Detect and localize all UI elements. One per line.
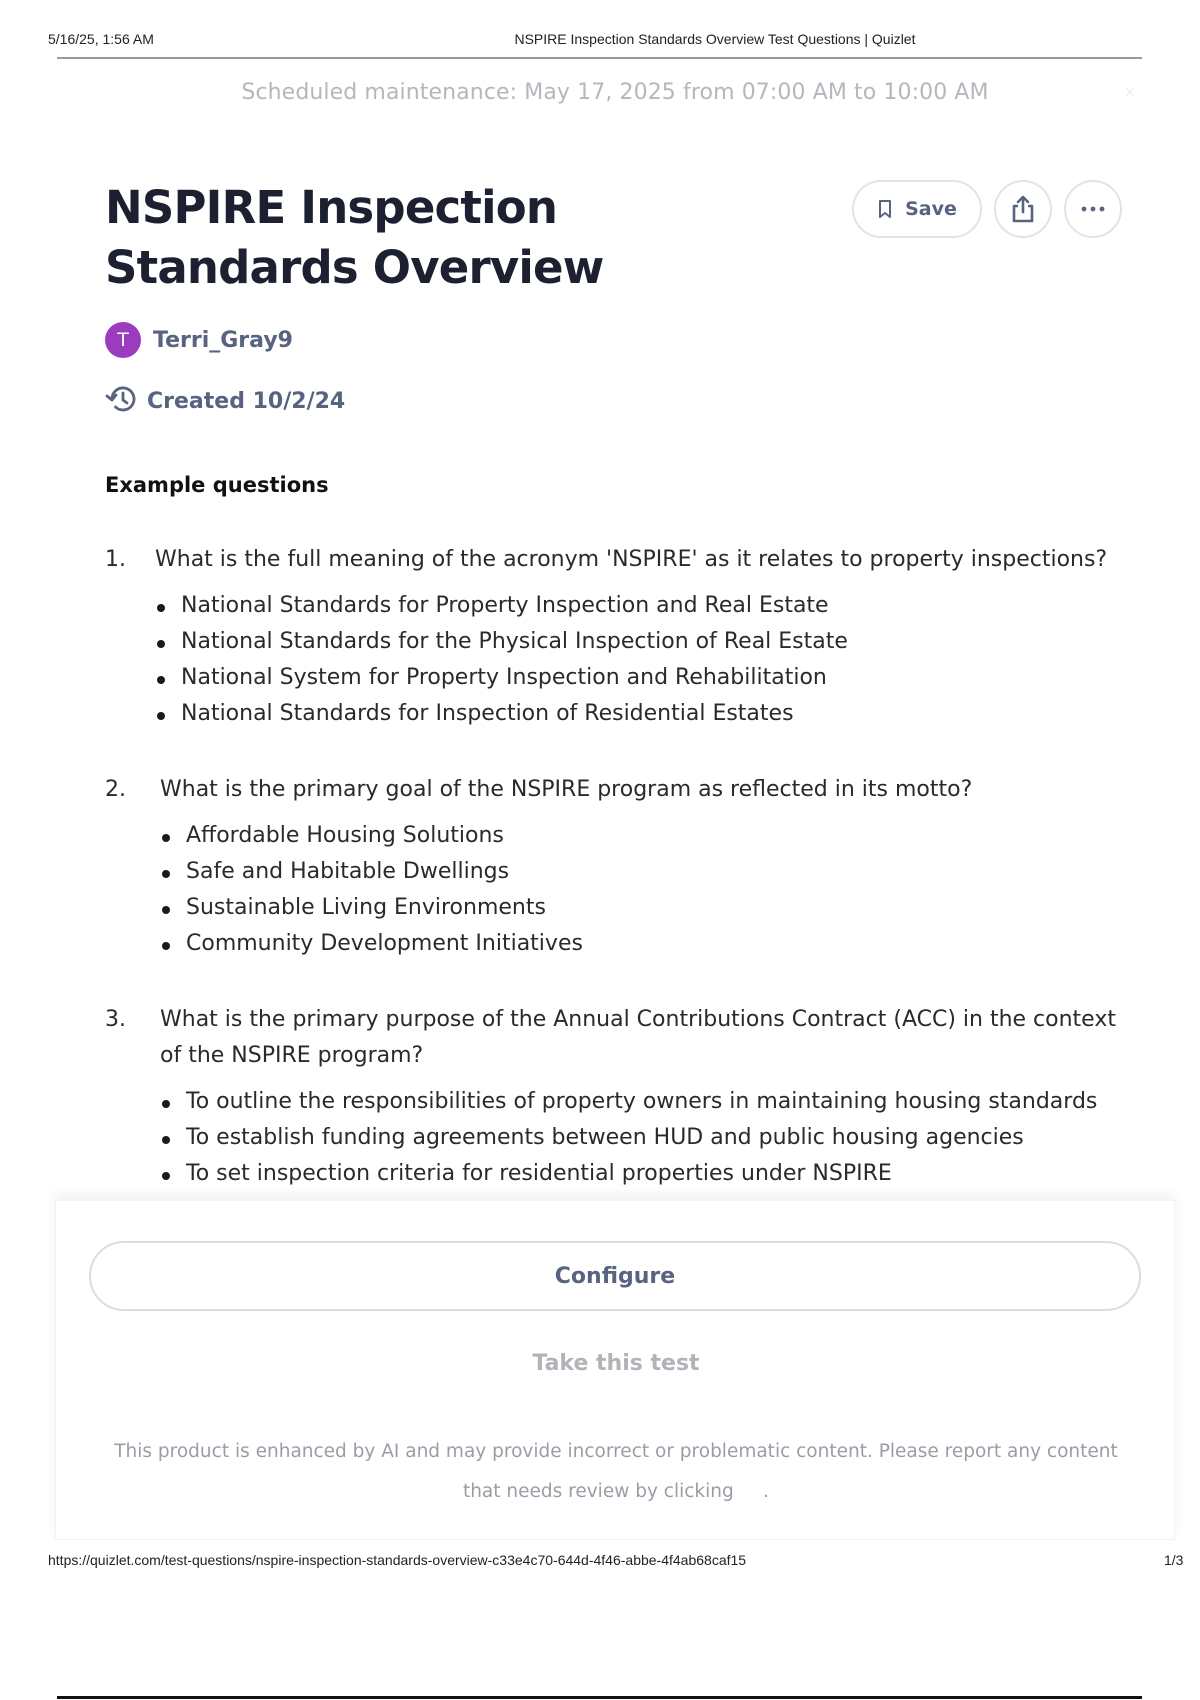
more-icon: [1080, 205, 1106, 213]
configure-button[interactable]: Configure: [89, 1241, 1141, 1311]
question-number: 1.: [105, 547, 126, 572]
answer-option: National System for Property Inspection and Rehabilitation: [155, 660, 1125, 696]
answer-option: To establish funding agreements between HUD and public housing agencies: [160, 1120, 1125, 1156]
answer-option: National Standards for Inspection of Residential Estates: [155, 696, 1125, 732]
share-button[interactable]: [994, 180, 1052, 238]
created-label: Created 10/2/24: [147, 388, 346, 414]
report-link[interactable]: [740, 1481, 764, 1502]
close-icon[interactable]: ×: [1124, 82, 1136, 102]
print-datetime: 5/16/25, 1:56 AM: [48, 31, 154, 47]
author-name[interactable]: Terri_Gray9: [153, 327, 293, 353]
section-heading: Example questions: [105, 473, 329, 497]
maintenance-banner: [0, 78, 1200, 112]
print-page-number: 1/3: [1164, 1552, 1184, 1568]
header-divider: [57, 57, 1142, 59]
question-text: What is the full meaning of the acronym 'NSPIRE' as it relates to property inspections?: [155, 547, 1108, 572]
share-icon: [1010, 194, 1036, 224]
bookmark-icon: [877, 199, 893, 219]
page-title: NSPIRE Inspection Standards Overview: [105, 181, 604, 294]
question-item: [105, 772, 1125, 962]
answer-option: Community Development Initiatives: [160, 926, 1125, 962]
question-item: [105, 542, 1125, 732]
maintenance-text: Scheduled maintenance: May 17, 2025 from 07:00 AM to 10:00 AM: [241, 80, 989, 105]
disclaimer-line-1: This product is enhanced by AI and may provide incorrect or problematic content. Please report any content: [114, 1441, 1118, 1462]
question-text: What is the primary purpose of the Annual Contributions Contract (ACC) in the context of the NSPIRE program?: [160, 1007, 1116, 1068]
answer-option: To outline the responsibilities of property owners in maintaining housing standards: [160, 1084, 1125, 1120]
set-actions: [852, 180, 1122, 238]
question-item: [105, 1002, 1125, 1192]
take-test-button[interactable]: Take this test: [532, 1351, 700, 1376]
history-icon: [105, 384, 139, 419]
question-number: 2.: [105, 777, 126, 802]
disclaimer-line-2: that needs review by clicking .: [462, 1481, 770, 1502]
avatar: T: [105, 322, 141, 358]
bottom-divider: [57, 1696, 1142, 1699]
question-number: 3.: [105, 1007, 126, 1032]
answer-option: National Standards for Property Inspection and Real Estate: [155, 588, 1125, 624]
ai-disclaimer: [86, 1432, 1146, 1512]
save-button[interactable]: [852, 180, 982, 238]
answer-options: [160, 818, 1125, 962]
answer-options: [155, 588, 1125, 732]
answer-options: [160, 1084, 1125, 1192]
print-url: https://quizlet.com/test-questions/nspire-inspection-standards-overview-c33e4c70-644d-4f46-abbe-4f4ab68caf15: [48, 1552, 747, 1568]
answer-option: To set inspection criteria for residential properties under NSPIRE: [160, 1156, 1125, 1192]
answer-option: Sustainable Living Environments: [160, 890, 1125, 926]
created-date: [105, 384, 345, 418]
question-text: What is the primary goal of the NSPIRE program as reflected in its motto?: [160, 777, 973, 802]
test-footer-panel: [55, 1200, 1175, 1540]
more-options-button[interactable]: [1064, 180, 1122, 238]
answer-option: Affordable Housing Solutions: [160, 818, 1125, 854]
print-header: [0, 0, 1200, 60]
save-label: Save: [905, 198, 957, 220]
print-page-title: NSPIRE Inspection Standards Overview Test Questions | Quizlet: [514, 31, 916, 47]
author[interactable]: [105, 322, 293, 358]
answer-option: National Standards for the Physical Inspection of Real Estate: [155, 624, 1125, 660]
answer-option: Safe and Habitable Dwellings: [160, 854, 1125, 890]
